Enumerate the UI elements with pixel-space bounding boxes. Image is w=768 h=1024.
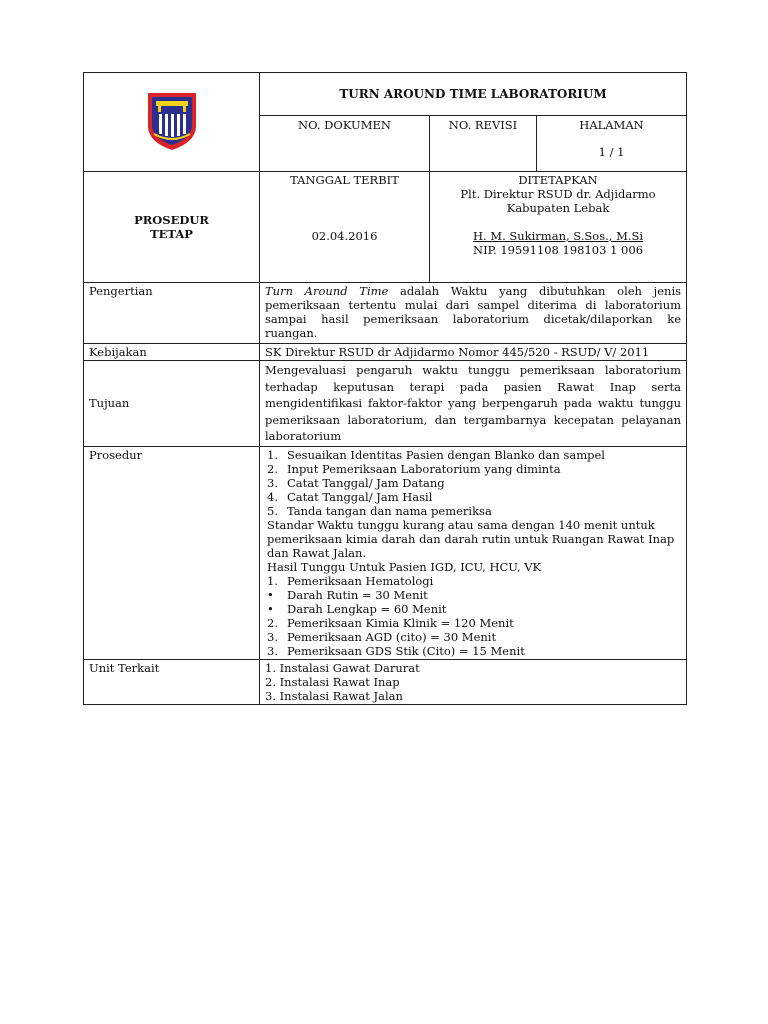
list-item-text: Pemeriksaan AGD (cito) = 30 Menit — [287, 629, 497, 644]
standar-waktu-text: Standar Waktu tunggu kurang atau sama dengan 140 menit untuk pemeriksaan kimia darah dan darah rutin untuk Ruangan Rawat Inap dan Rawat Jalan. — [267, 517, 675, 560]
ditetapkan-label: DITETAPKAN — [518, 173, 598, 187]
halaman-label: HALAMAN — [579, 118, 644, 132]
ditetapkan-cell — [430, 172, 687, 283]
list-item-text: Input Pemeriksaan Laboratorium yang diminta — [287, 461, 561, 476]
signer-name: H. M. Sukirman, S.Sos., M.Si — [472, 229, 644, 243]
prosedur-tetap-cell — [84, 172, 260, 283]
list-item-text: Sesuaikan Identitas Pasien dengan Blanko dan sampel — [287, 447, 605, 462]
hasil-tunggu-title: Hasil Tunggu Untuk Pasien IGD, ICU, HCU, VK — [267, 559, 542, 574]
unit-terkait-content — [260, 659, 687, 704]
hospital-logo-icon — [143, 90, 201, 152]
halaman-value: 1 / 1 — [598, 145, 625, 159]
list-item — [265, 490, 681, 504]
kebijakan-text: SK Direktur RSUD dr Adjidarmo Nomor 445/520 - RSUD/ V/ 2011 — [260, 344, 687, 361]
signer-nip: NIP. 19591108 198103 1 006 — [473, 243, 644, 257]
pengertian-term: Turn Around Time — [265, 284, 389, 298]
list-item — [265, 448, 681, 462]
list-item — [265, 504, 681, 518]
list-item — [265, 630, 681, 644]
list-item — [265, 644, 681, 658]
list-marker: 5. — [267, 503, 278, 518]
list-marker: • — [267, 587, 274, 602]
pengertian-text — [260, 283, 687, 344]
unit-terkait-item: 2. Instalasi Rawat Inap — [265, 674, 400, 689]
list-marker: 4. — [267, 489, 278, 504]
prosedur-label: Prosedur — [84, 446, 260, 659]
tanggal-terbit-label: TANGGAL TERBIT — [290, 173, 399, 187]
list-item-text: Catat Tanggal/ Jam Datang — [287, 475, 445, 490]
tanggal-terbit-value: 02.04.2016 — [311, 229, 378, 243]
list-item — [265, 462, 681, 476]
no-dokumen-cell — [260, 116, 430, 172]
list-item — [265, 602, 681, 616]
list-item-text: Pemeriksaan Kimia Klinik = 120 Menit — [287, 615, 514, 630]
list-item-text: Pemeriksaan Hematologi — [287, 573, 434, 588]
list-item — [265, 588, 681, 602]
list-item-text: Darah Lengkap = 60 Menit — [287, 601, 447, 616]
list-item-text: Pemeriksaan GDS Stik (Cito) = 15 Menit — [287, 643, 525, 658]
list-marker: 1. — [267, 573, 278, 588]
unit-terkait-label: Unit Terkait — [84, 659, 260, 704]
no-revisi-label: NO. REVISI — [448, 118, 518, 132]
list-marker: 3. — [267, 475, 278, 490]
list-marker: 1. — [267, 447, 278, 462]
unit-terkait-list — [265, 661, 681, 703]
kebijakan-label: Kebijakan — [84, 344, 260, 361]
list-item-text: Catat Tanggal/ Jam Hasil — [287, 489, 433, 504]
sop-document-table — [83, 72, 687, 705]
list-item — [265, 616, 681, 630]
no-revisi-cell — [430, 116, 537, 172]
ditetapkan-by-line-1: Plt. Direktur RSUD dr. Adjidarmo — [460, 187, 656, 201]
tujuan-text: Mengevaluasi pengaruh waktu tunggu pemeriksaan laboratorium terhadap keputusan terapi pada pasien Rawat Inap serta mengidentifikasi faktor-faktor yang berpengaruh pada waktu tunggu pemeriksaan laboratorium, dan tergambarnya kecepatan pelayanan laboratorium — [260, 361, 687, 447]
document-title: TURN AROUND TIME LABORATORIUM — [260, 73, 687, 116]
ditetapkan-by-line-2: Kabupaten Lebak — [506, 201, 610, 215]
hasil-tunggu-list — [265, 574, 681, 658]
halaman-cell — [537, 116, 687, 172]
list-item-text: Tanda tangan dan nama pemeriksa — [287, 503, 492, 518]
list-marker: 3. — [267, 643, 278, 658]
prosedur-content — [260, 446, 687, 659]
list-item-text: Darah Rutin = 30 Menit — [287, 587, 428, 602]
prosedur-steps-list — [265, 448, 681, 518]
pengertian-label: Pengertian — [84, 283, 260, 344]
list-item — [265, 574, 681, 588]
list-marker: • — [267, 601, 274, 616]
unit-terkait-item: 3. Instalasi Rawat Jalan — [265, 688, 403, 703]
no-dokumen-label: NO. DOKUMEN — [298, 118, 391, 132]
list-marker: 2. — [267, 615, 278, 630]
list-item — [265, 476, 681, 490]
logo-cell — [84, 73, 260, 172]
tanggal-terbit-cell — [260, 172, 430, 283]
pengertian-definition: adalah Waktu yang dibutuhkan oleh jenis pemeriksaan tertentu mulai dari sampel diterima di laboratorium sampai hasil pemeriksaan laboratorium dicetak/dilaporkan ke ruangan. — [265, 284, 682, 340]
tujuan-label: Tujuan — [84, 361, 260, 447]
unit-terkait-item: 1. Instalasi Gawat Darurat — [265, 660, 420, 675]
prosedur-tetap-line-2: TETAP — [150, 227, 193, 241]
list-marker: 2. — [267, 461, 278, 476]
list-marker: 3. — [267, 629, 278, 644]
prosedur-tetap-line-1: PROSEDUR — [134, 213, 209, 227]
